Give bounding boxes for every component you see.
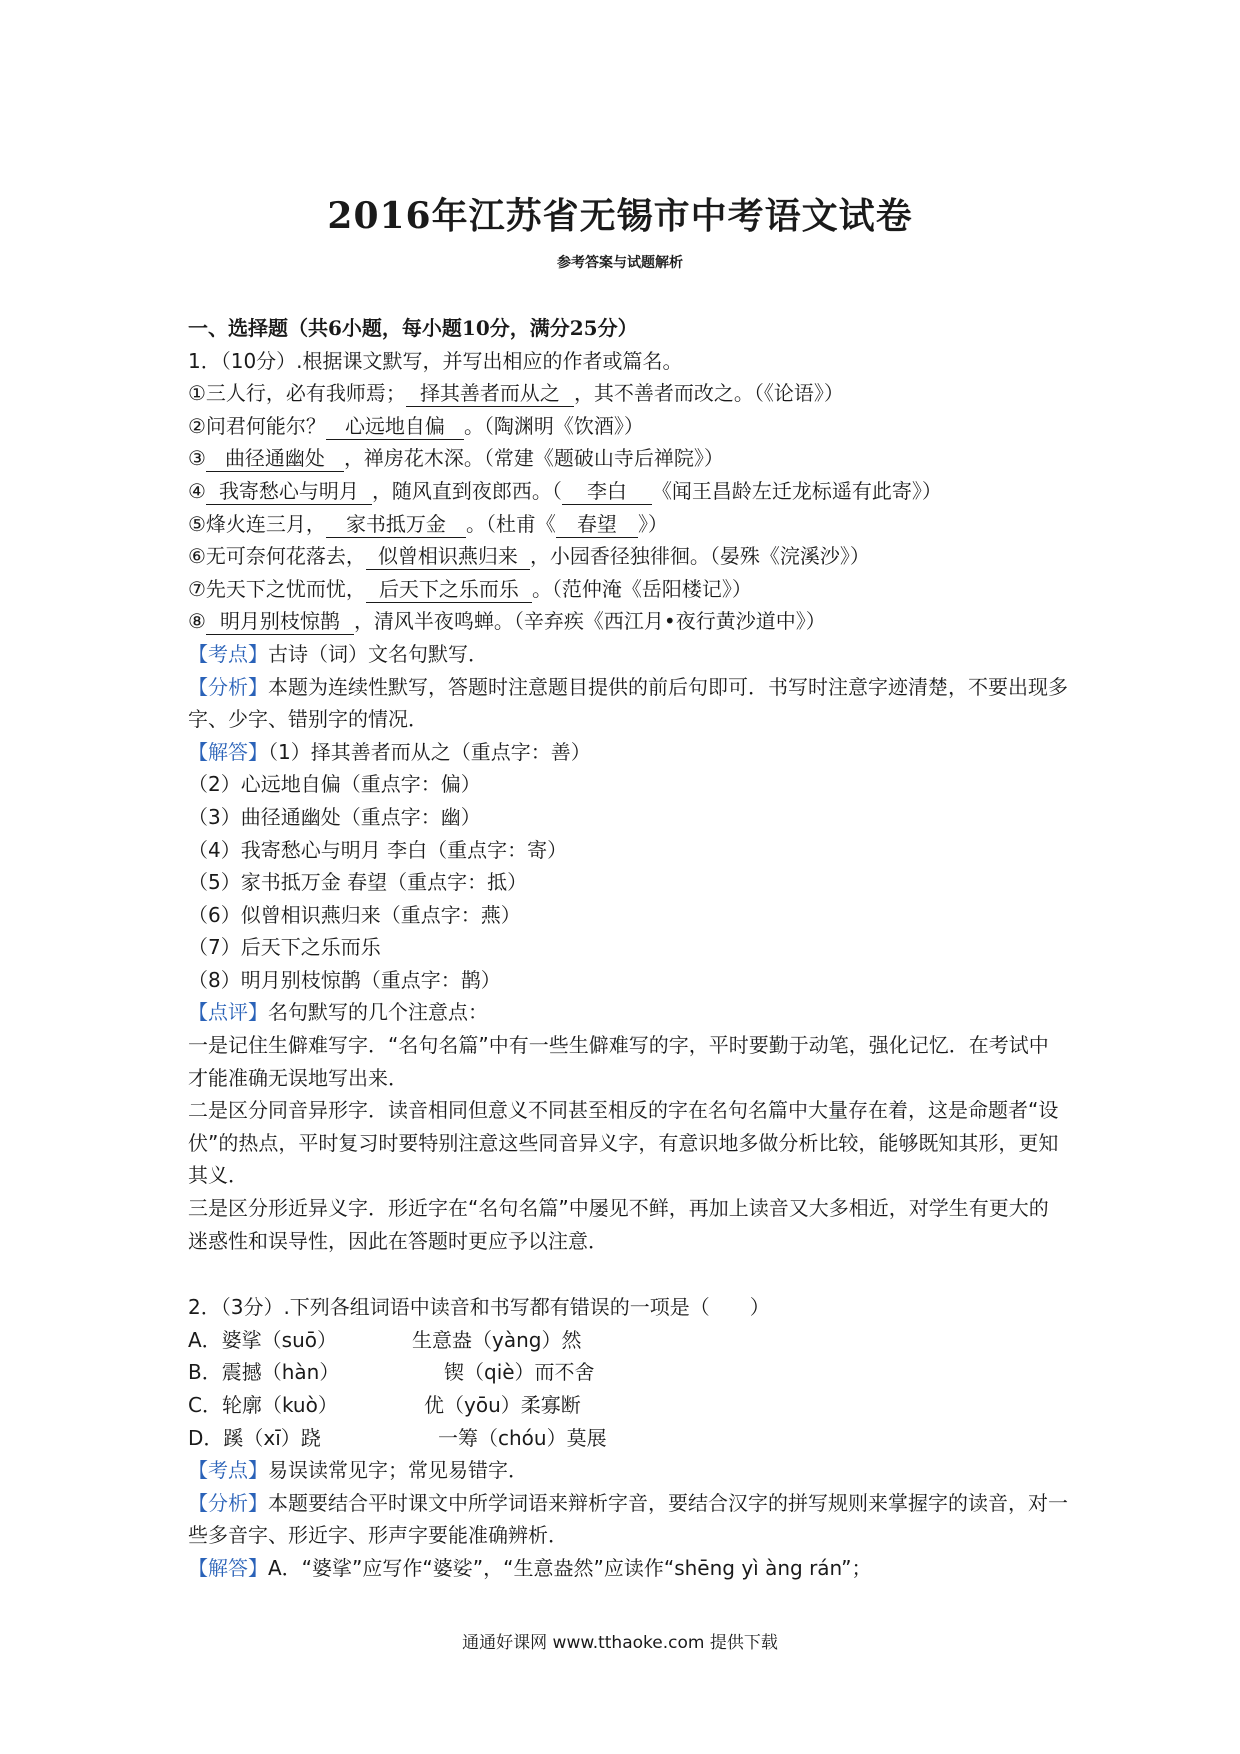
q1-item-4: [188, 475, 1068, 508]
item-text: ，其不善者而改之。（《论语》）: [573, 381, 844, 406]
item-text: 。（范仲淹《岳阳楼记》）: [531, 576, 752, 601]
kaodian-tag: 【考点】: [188, 641, 268, 666]
q1-dianping: [188, 996, 1068, 1029]
option-word-2: 优（yōu）柔寡断: [424, 1393, 581, 1417]
answer-line: （2）心远地自偏（重点字：偏）: [188, 772, 481, 797]
question-1-stem: 1．（10分）.根据课文默写，并写出相应的作者或篇名。: [188, 348, 683, 373]
kaodian-text: 易误读常见字；常见易错字．: [268, 1458, 528, 1483]
item-text: ，小园香径独徘徊。（晏殊《浣溪沙》）: [529, 544, 870, 569]
answer-line: （1）择其善者而从之（重点字：善）: [268, 739, 591, 764]
spacer: [188, 1257, 1068, 1291]
item-text: 。（陶渊明《饮酒》）: [463, 413, 644, 438]
item-text: 《闻王昌龄左迁龙标遥有此寄》）: [651, 478, 942, 503]
answer-blank: 后天下之乐而乐: [366, 576, 532, 603]
q2-fenxi: [188, 1487, 1068, 1552]
answer-blank: 曲径通幽处: [206, 445, 344, 472]
jieda-text: A．“婆挲”应写作“婆娑”，“生意盎然”应读作“shēng yì àng rán”；: [268, 1555, 872, 1580]
q2-option-b: [188, 1356, 1068, 1389]
item-text: ⑦先天下之忧而忧，: [188, 576, 366, 601]
q1-kaodian: [188, 638, 1068, 671]
answer-line: （6）似曾相识燕归来（重点字：燕）: [188, 902, 521, 927]
page-footer: 通通好课网 www.tthaoke.com 提供下载: [462, 1633, 778, 1653]
q1-item-1: [188, 377, 1068, 410]
option-word-2: 一筹（chóu）莫展: [438, 1425, 607, 1450]
item-text: ②问君何能尔？: [188, 413, 326, 438]
answer-blank: 明月别枝惊鹊: [206, 608, 354, 635]
note-paragraph: 二是区分同音异形字．读音相同但意义不同甚至相反的字在名句名篇中大量存在着，这是命题者“设伏”的热点，平时复习时要特别注意这些同音异义字，有意识地多做分析比较，能够既知其形，更知其义．: [188, 1098, 1059, 1188]
item-text: 。（杜甫《: [465, 511, 556, 536]
title-blank: 春望: [556, 511, 638, 538]
q1-item-3: [188, 442, 1068, 475]
q1-item-5: [188, 508, 1068, 541]
dianping-text: 名句默写的几个注意点：: [268, 1000, 488, 1025]
document-subtitle: 参考答案与试题解析: [557, 255, 683, 271]
fenxi-text: 本题为连续性默写，答题时注意题目提供的前后句即可．书写时注意字迹清楚，不要出现多字、少字、错别字的情况．: [188, 674, 1068, 732]
item-text: ⑤烽火连三月，: [188, 511, 326, 536]
answer-blank: 我寄愁心与明月: [206, 478, 372, 505]
item-text: ⑥无可奈何花落去，: [188, 544, 366, 569]
q1-fenxi: [188, 671, 1068, 736]
q2-kaodian: [188, 1454, 1068, 1487]
jieda-tag: 【解答】: [188, 1555, 268, 1580]
note-paragraph: 一是记住生僻难写字．“名句名篇”中有一些生僻难写的字，平时要勤于动笔，强化记忆．在考试中才能准确无误地写出来．: [188, 1033, 1049, 1090]
item-text: 》）: [637, 511, 668, 536]
q1-item-2: [188, 410, 1068, 443]
jieda-tag: 【解答】: [188, 739, 268, 764]
question-2-stem: 2．（3分）.下列各组词语中读音和书写都有错误的一项是（ ）: [188, 1295, 770, 1320]
q2-jieda: [188, 1552, 1068, 1585]
fenxi-tag: 【分析】: [188, 1490, 268, 1515]
kaodian-text: 古诗（词）文名句默写．: [268, 641, 488, 666]
fenxi-text: 本题要结合平时课文中所学词语来辩析字音，要结合汉字的拼写规则来掌握字的读音，对一些多音字、形近字、形声字要能准确辨析．: [188, 1490, 1068, 1548]
answer-blank: 家书抵万金: [326, 511, 466, 538]
answer-blank: 似曾相识燕归来: [366, 543, 530, 570]
answer-line: （4）我寄愁心与明月 李白（重点字：寄）: [188, 837, 568, 862]
item-text: ①三人行，必有我师焉；: [188, 381, 406, 406]
option-word-1: B．震撼（hàn）: [188, 1360, 340, 1385]
section-heading: 一、选择题（共6小题，每小题10分，满分25分）: [188, 316, 638, 340]
q2-option-a: [188, 1324, 1068, 1357]
q1-jieda: [188, 736, 1068, 769]
q1-item-7: [188, 573, 1068, 606]
item-text: ③: [188, 446, 206, 471]
option-word-2: 锲（qiè）而不舍: [444, 1360, 595, 1385]
item-text: ④: [188, 478, 206, 503]
author-blank: 李白: [562, 478, 652, 505]
option-word-1: D．蹊（xī）跷: [188, 1425, 321, 1450]
q2-option-d: [188, 1422, 1068, 1455]
dianping-tag: 【点评】: [188, 1000, 268, 1025]
fenxi-tag: 【分析】: [188, 674, 268, 699]
document-body: [188, 312, 1068, 1585]
q2-option-c: [188, 1389, 1068, 1422]
answer-blank: 择其善者而从之: [406, 380, 574, 407]
option-word-1: A．婆挲（suō）: [188, 1327, 338, 1352]
note-paragraph: 三是区分形近异义字．形近字在“名句名篇”中屡见不鲜，再加上读音又大多相近，对学生有更大的迷惑性和误导性，因此在答题时更应予以注意．: [188, 1196, 1049, 1253]
answer-line: （5）家书抵万金 春望（重点字：抵）: [188, 870, 528, 895]
q1-item-6: [188, 540, 1068, 573]
answer-line: （8）明月别枝惊鹊（重点字：鹊）: [188, 967, 501, 992]
item-text: ，随风直到夜郎西。（: [371, 478, 562, 503]
answer-line: （7）后天下之乐而乐: [188, 935, 381, 960]
answer-blank: 心远地自偏: [326, 413, 464, 440]
answer-line: （3）曲径通幽处（重点字：幽）: [188, 804, 481, 829]
option-word-2: 生意盎（yàng）然: [412, 1327, 582, 1352]
q1-item-8: [188, 605, 1068, 638]
item-text: ，清风半夜鸣蝉。（辛弃疾《西江月•夜行黄沙道中》）: [353, 609, 826, 634]
document-title: 2016年江苏省无锡市中考语文试卷: [327, 195, 913, 237]
kaodian-tag: 【考点】: [188, 1458, 268, 1483]
item-text: ⑧: [188, 609, 206, 634]
item-text: ，禅房花木深。（常建《题破山寺后禅院》）: [343, 446, 724, 471]
option-word-1: C．轮廓（kuò）: [188, 1393, 338, 1417]
